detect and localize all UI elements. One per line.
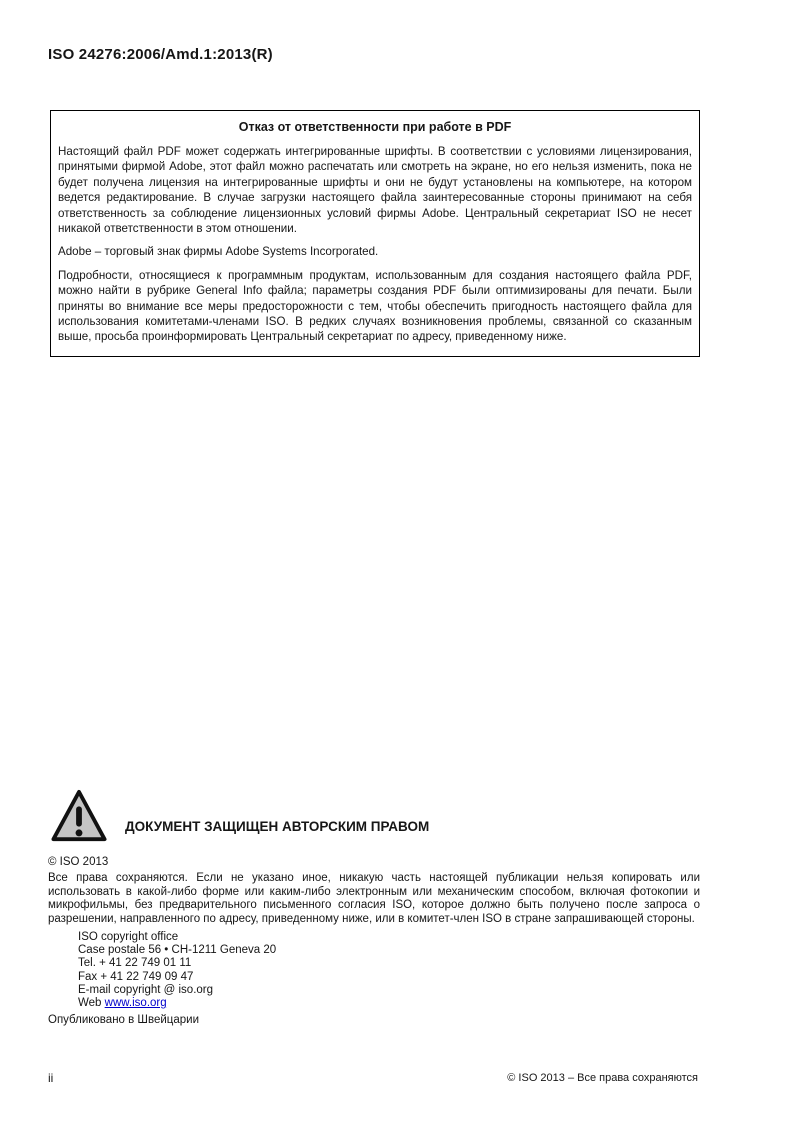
address-tel-line: Tel. + 41 22 749 01 11: [78, 957, 192, 970]
pdf-disclaimer-box: [50, 110, 700, 357]
address-fax-line: Fax + 41 22 749 09 47: [78, 970, 194, 983]
address-web-line: [78, 997, 276, 1010]
iso-address-block: [78, 931, 276, 1010]
disclaimer-paragraph-1: Настоящий файл PDF может содержать интегрированные шрифты. В соответствии с условиями лицензирования, принятыми фирмой Adobe, этот файл можно распечатать или смотреть на экране, но его нельзя изменить, пока не будет получена лицензия на интегрированные шрифты и они не будут установлены на компьютере, на котором ведется редактирование. В случае загрузки настоящего файла заинтересованные стороны принимают на себя ответственность за соблюдение лицензионных условий фирмы Adobe. Центральный секретариат ISO не несет никакой ответственности в этом отношении.: [58, 145, 692, 236]
address-email-line: E-mail copyright @ iso.org: [78, 983, 214, 996]
footer-copyright: © ISO 2013 – Все права сохраняются: [507, 1072, 698, 1084]
copyright-protected-heading: ДОКУМЕНТ ЗАЩИЩЕН АВТОРСКИМ ПРАВОМ: [125, 819, 430, 834]
page-title: ISO 24276:2006/Amd.1:2013(R): [48, 46, 273, 63]
footer-page-number: ii: [48, 1071, 54, 1085]
warning-triangle-icon: [50, 788, 108, 844]
address-office-line: ISO copyright office: [78, 931, 179, 943]
copyright-year-line: © ISO 2013: [48, 856, 109, 868]
published-in-line: Опубликовано в Швейцарии: [48, 1014, 199, 1026]
address-postal-line: Case postale 56 • CH-1211 Geneva 20: [78, 944, 277, 957]
disclaimer-paragraph-3: Подробности, относящиеся к программным продуктам, использованным для создания настоящего файла PDF, можно найти в рубрике General Info файла; параметры создания PDF были оптимизированы для печати. Были приняты во внимание все меры предосторожности с тем, чтобы обеспечить пригодность настоящего файла для использования комитетами-членами ISO. В редких случаях возникновения проблемы, связанной со сказанным выше, просьба проинформировать Центральный секретариат по адресу, приведенному ниже.: [58, 268, 692, 344]
copyright-notice-text: Все права сохраняются. Если не указано иное, никакую часть настоящей публикации нельзя копировать или использовать в какой-либо форме или каким-либо электронным или механическим способом, включая фотокопии и микрофильмы, без предварительного письменного согласия ISO, которое должно быть получено после запроса о разрешении, направленного по адресу, приведенному ниже, или в комитет-член ISO в стране запрашивающей стороны.: [48, 872, 700, 925]
disclaimer-title: Отказ от ответственности при работе в PDF: [238, 120, 512, 134]
disclaimer-paragraph-2: Adobe – торговый знак фирмы Adobe Systems Incorporated.: [58, 245, 379, 259]
web-label: Web: [78, 997, 105, 1010]
iso-website-link[interactable]: www.iso.org: [104, 997, 167, 1010]
